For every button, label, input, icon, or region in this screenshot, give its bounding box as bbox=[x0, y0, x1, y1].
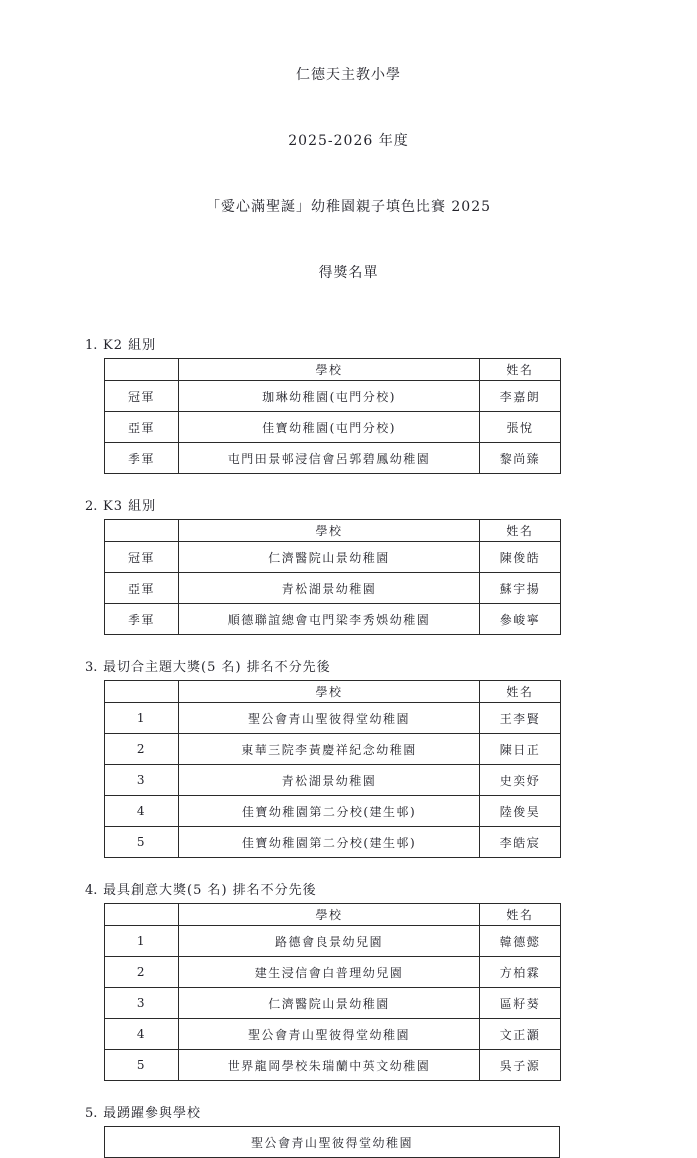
table-row bbox=[105, 1050, 561, 1081]
rank-cell: 1 bbox=[105, 703, 179, 734]
table-row bbox=[105, 573, 561, 604]
rank-column-header bbox=[105, 520, 179, 542]
participation-school-cell: 聖公會青山聖彼得堂幼稚園 bbox=[105, 1127, 560, 1158]
school-cell: 青松湖景幼稚園 bbox=[179, 573, 480, 604]
section-label: K3 組別 bbox=[103, 499, 157, 514]
rank-cell: 2 bbox=[105, 957, 179, 988]
rank-column-header bbox=[105, 359, 179, 381]
rank-cell: 冠軍 bbox=[105, 381, 179, 412]
rank-cell: 亞軍 bbox=[105, 412, 179, 443]
name-cell: 區籽葵 bbox=[480, 988, 561, 1019]
name-column-header: 姓名 bbox=[480, 359, 561, 381]
section-label: K2 組別 bbox=[103, 338, 157, 353]
school-cell: 世界龍岡學校朱瑞蘭中英文幼稚園 bbox=[179, 1050, 480, 1081]
table-row bbox=[105, 381, 561, 412]
name-cell: 黎尚臻 bbox=[480, 443, 561, 474]
table-row bbox=[105, 443, 561, 474]
name-cell: 張悅 bbox=[480, 412, 561, 443]
section-label: 最具創意大獎(5 名) 排名不分先後 bbox=[103, 883, 317, 898]
section-label: 最踴躍參與學校 bbox=[103, 1106, 202, 1121]
awards-table-creative bbox=[104, 903, 561, 1081]
school-cell: 珈琳幼稚園(屯門分校) bbox=[179, 381, 480, 412]
academic-year: 2025-2026 年度 bbox=[288, 133, 409, 149]
table-row bbox=[105, 1127, 560, 1158]
name-column-header: 姓名 bbox=[480, 520, 561, 542]
name-column-header: 姓名 bbox=[480, 681, 561, 703]
rank-cell: 季軍 bbox=[105, 604, 179, 635]
rank-cell: 5 bbox=[105, 1050, 179, 1081]
list-title: 得獎名單 bbox=[318, 265, 379, 281]
school-cell: 順德聯誼總會屯門梁李秀娛幼稚園 bbox=[179, 604, 480, 635]
school-cell: 建生浸信會白普理幼兒園 bbox=[179, 957, 480, 988]
section-number: 5. bbox=[85, 1106, 98, 1121]
awards-table-k3 bbox=[104, 519, 561, 635]
section-k2 bbox=[85, 334, 697, 474]
school-cell: 仁濟醫院山景幼稚園 bbox=[179, 988, 480, 1019]
school-cell: 屯門田景邨浸信會呂郭碧鳳幼稚園 bbox=[179, 443, 480, 474]
school-column-header: 學校 bbox=[179, 681, 480, 703]
section-number: 4. bbox=[85, 883, 98, 898]
table-header-row bbox=[105, 520, 561, 542]
rank-cell: 1 bbox=[105, 926, 179, 957]
name-column-header: 姓名 bbox=[480, 904, 561, 926]
school-cell: 青松湖景幼稚園 bbox=[179, 765, 480, 796]
section-k3 bbox=[85, 495, 697, 635]
section-label: 最切合主題大獎(5 名) 排名不分先後 bbox=[103, 660, 331, 675]
table-row bbox=[105, 703, 561, 734]
competition-title: 「愛心滿聖誕」幼稚園親子填色比賽 2025 bbox=[205, 199, 492, 215]
name-cell: 李嘉朗 bbox=[480, 381, 561, 412]
table-row bbox=[105, 1019, 561, 1050]
rank-cell: 4 bbox=[105, 1019, 179, 1050]
section-heading bbox=[85, 879, 697, 898]
section-heading bbox=[85, 1102, 697, 1121]
rank-cell: 4 bbox=[105, 796, 179, 827]
section-heading bbox=[85, 495, 697, 514]
section-number: 1. bbox=[85, 338, 98, 353]
table-row bbox=[105, 796, 561, 827]
table-row bbox=[105, 765, 561, 796]
name-cell: 參峻寧 bbox=[480, 604, 561, 635]
rank-column-header bbox=[105, 681, 179, 703]
table-header-row bbox=[105, 904, 561, 926]
section-number: 3. bbox=[85, 660, 98, 675]
rank-cell: 3 bbox=[105, 988, 179, 1019]
name-cell: 方柏霖 bbox=[480, 957, 561, 988]
name-cell: 吳子源 bbox=[480, 1050, 561, 1081]
school-column-header: 學校 bbox=[179, 904, 480, 926]
table-row bbox=[105, 926, 561, 957]
table-row bbox=[105, 604, 561, 635]
title-block bbox=[0, 0, 697, 328]
participation-table bbox=[104, 1126, 560, 1158]
table-row bbox=[105, 827, 561, 858]
table-row bbox=[105, 988, 561, 1019]
name-cell: 陸俊昊 bbox=[480, 796, 561, 827]
name-cell: 陳日正 bbox=[480, 734, 561, 765]
rank-column-header bbox=[105, 904, 179, 926]
section-heading bbox=[85, 656, 697, 675]
name-cell: 韓德懿 bbox=[480, 926, 561, 957]
school-column-header: 學校 bbox=[179, 520, 480, 542]
name-cell: 史奕妤 bbox=[480, 765, 561, 796]
school-cell: 佳寶幼稚園(屯門分校) bbox=[179, 412, 480, 443]
table-row bbox=[105, 412, 561, 443]
section-creative-award bbox=[85, 879, 697, 1081]
name-cell: 陳俊皓 bbox=[480, 542, 561, 573]
table-row bbox=[105, 957, 561, 988]
school-cell: 東華三院李黃慶祥紀念幼稚園 bbox=[179, 734, 480, 765]
school-cell: 聖公會青山聖彼得堂幼稚園 bbox=[179, 1019, 480, 1050]
school-title: 仁德天主教小學 bbox=[296, 67, 401, 83]
name-cell: 蘇宇揚 bbox=[480, 573, 561, 604]
section-number: 2. bbox=[85, 499, 98, 514]
school-cell: 聖公會青山聖彼得堂幼稚園 bbox=[179, 703, 480, 734]
awards-table-k2 bbox=[104, 358, 561, 474]
section-participation bbox=[85, 1102, 697, 1158]
section-heading bbox=[85, 334, 697, 353]
school-cell: 路德會良景幼兒園 bbox=[179, 926, 480, 957]
awards-table-theme bbox=[104, 680, 561, 858]
table-row bbox=[105, 542, 561, 573]
school-cell: 佳寶幼稚園第二分校(建生邨) bbox=[179, 796, 480, 827]
table-header-row bbox=[105, 359, 561, 381]
name-cell: 李皓宸 bbox=[480, 827, 561, 858]
name-cell: 王李賢 bbox=[480, 703, 561, 734]
rank-cell: 3 bbox=[105, 765, 179, 796]
rank-cell: 2 bbox=[105, 734, 179, 765]
rank-cell: 冠軍 bbox=[105, 542, 179, 573]
section-theme-award bbox=[85, 656, 697, 858]
school-cell: 佳寶幼稚園第二分校(建生邨) bbox=[179, 827, 480, 858]
table-header-row bbox=[105, 681, 561, 703]
rank-cell: 亞軍 bbox=[105, 573, 179, 604]
name-cell: 文正灝 bbox=[480, 1019, 561, 1050]
school-column-header: 學校 bbox=[179, 359, 480, 381]
rank-cell: 季軍 bbox=[105, 443, 179, 474]
rank-cell: 5 bbox=[105, 827, 179, 858]
table-row bbox=[105, 734, 561, 765]
school-cell: 仁濟醫院山景幼稚園 bbox=[179, 542, 480, 573]
